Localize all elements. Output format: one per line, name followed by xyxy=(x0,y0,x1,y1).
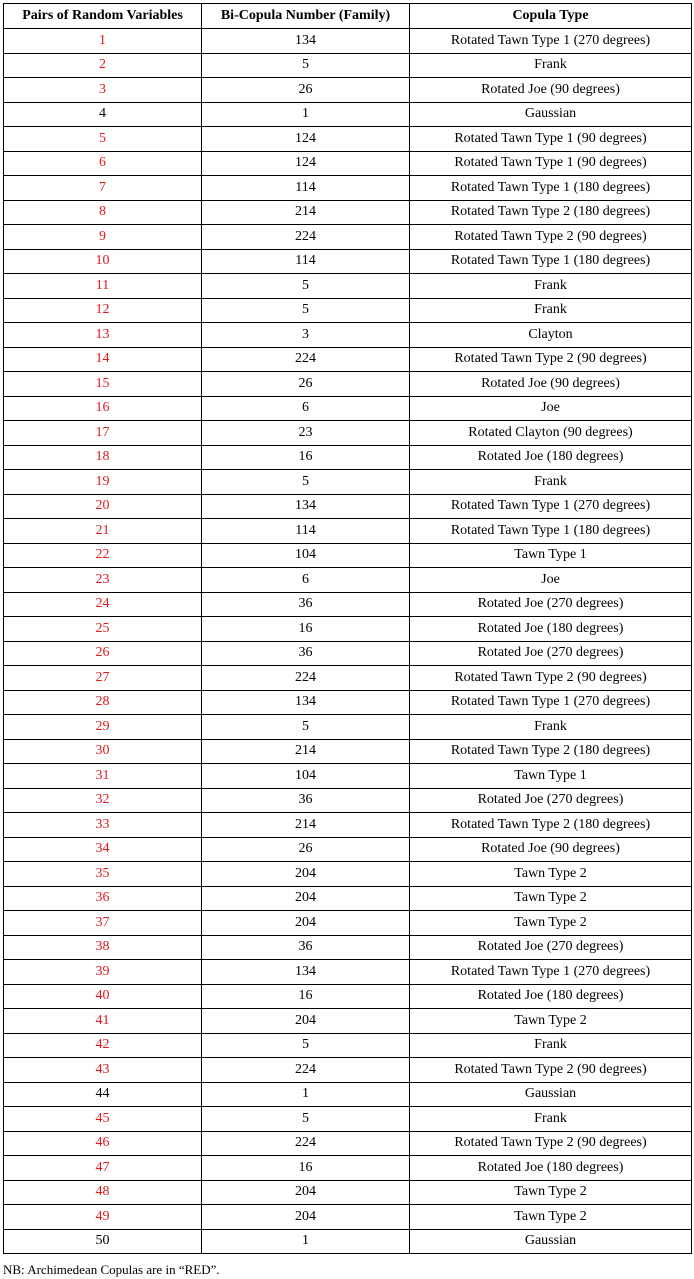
header-copula-type: Copula Type xyxy=(410,4,692,29)
cell-pair: 34 xyxy=(4,837,202,862)
cell-bicopula-number: 16 xyxy=(202,617,410,642)
cell-bicopula-number: 134 xyxy=(202,690,410,715)
cell-pair: 24 xyxy=(4,592,202,617)
table-row xyxy=(4,788,692,813)
cell-pair: 13 xyxy=(4,323,202,348)
cell-copula-type: Rotated Joe (270 degrees) xyxy=(410,788,692,813)
cell-bicopula-number: 36 xyxy=(202,592,410,617)
footnote: NB: Archimedean Copulas are in “RED”. xyxy=(3,1262,220,1277)
table-row xyxy=(4,347,692,372)
table-row xyxy=(4,127,692,152)
cell-pair: 47 xyxy=(4,1156,202,1181)
cell-pair: 38 xyxy=(4,935,202,960)
cell-bicopula-number: 26 xyxy=(202,837,410,862)
cell-bicopula-number: 36 xyxy=(202,788,410,813)
cell-bicopula-number: 104 xyxy=(202,543,410,568)
cell-bicopula-number: 5 xyxy=(202,1033,410,1058)
table-row xyxy=(4,1131,692,1156)
cell-bicopula-number: 204 xyxy=(202,1180,410,1205)
table-row xyxy=(4,29,692,54)
cell-pair: 48 xyxy=(4,1180,202,1205)
cell-copula-type: Rotated Joe (90 degrees) xyxy=(410,372,692,397)
cell-pair: 4 xyxy=(4,102,202,127)
cell-pair: 41 xyxy=(4,1009,202,1034)
cell-bicopula-number: 214 xyxy=(202,813,410,838)
cell-bicopula-number: 124 xyxy=(202,151,410,176)
cell-bicopula-number: 1 xyxy=(202,102,410,127)
cell-pair: 28 xyxy=(4,690,202,715)
cell-pair: 15 xyxy=(4,372,202,397)
cell-pair: 49 xyxy=(4,1205,202,1230)
cell-copula-type: Rotated Joe (270 degrees) xyxy=(410,592,692,617)
copula-table-container xyxy=(3,3,692,1254)
cell-bicopula-number: 204 xyxy=(202,1009,410,1034)
cell-copula-type: Rotated Tawn Type 1 (180 degrees) xyxy=(410,176,692,201)
cell-bicopula-number: 1 xyxy=(202,1229,410,1254)
cell-copula-type: Gaussian xyxy=(410,102,692,127)
cell-pair: 27 xyxy=(4,666,202,691)
cell-copula-type: Tawn Type 2 xyxy=(410,1205,692,1230)
cell-bicopula-number: 5 xyxy=(202,274,410,299)
table-row xyxy=(4,298,692,323)
cell-copula-type: Joe xyxy=(410,396,692,421)
table-row xyxy=(4,739,692,764)
table-row xyxy=(4,274,692,299)
cell-pair: 19 xyxy=(4,470,202,495)
cell-bicopula-number: 124 xyxy=(202,127,410,152)
cell-pair: 10 xyxy=(4,249,202,274)
table-row xyxy=(4,543,692,568)
table-row xyxy=(4,592,692,617)
cell-bicopula-number: 5 xyxy=(202,53,410,78)
cell-pair: 1 xyxy=(4,29,202,54)
cell-copula-type: Rotated Tawn Type 2 (90 degrees) xyxy=(410,666,692,691)
cell-bicopula-number: 104 xyxy=(202,764,410,789)
table-row xyxy=(4,78,692,103)
cell-copula-type: Frank xyxy=(410,715,692,740)
table-row xyxy=(4,372,692,397)
table-row xyxy=(4,862,692,887)
cell-bicopula-number: 1 xyxy=(202,1082,410,1107)
cell-bicopula-number: 224 xyxy=(202,1131,410,1156)
cell-bicopula-number: 134 xyxy=(202,494,410,519)
table-row xyxy=(4,470,692,495)
cell-copula-type: Joe xyxy=(410,568,692,593)
cell-pair: 25 xyxy=(4,617,202,642)
table-row xyxy=(4,715,692,740)
table-row xyxy=(4,984,692,1009)
cell-copula-type: Tawn Type 2 xyxy=(410,1009,692,1034)
cell-pair: 37 xyxy=(4,911,202,936)
cell-bicopula-number: 224 xyxy=(202,225,410,250)
cell-copula-type: Frank xyxy=(410,1033,692,1058)
cell-bicopula-number: 204 xyxy=(202,1205,410,1230)
cell-copula-type: Rotated Joe (90 degrees) xyxy=(410,837,692,862)
cell-pair: 39 xyxy=(4,960,202,985)
cell-pair: 23 xyxy=(4,568,202,593)
cell-pair: 31 xyxy=(4,764,202,789)
cell-bicopula-number: 5 xyxy=(202,470,410,495)
cell-bicopula-number: 204 xyxy=(202,862,410,887)
cell-copula-type: Rotated Joe (180 degrees) xyxy=(410,445,692,470)
cell-pair: 32 xyxy=(4,788,202,813)
cell-bicopula-number: 36 xyxy=(202,641,410,666)
cell-copula-type: Rotated Tawn Type 1 (270 degrees) xyxy=(410,960,692,985)
cell-pair: 22 xyxy=(4,543,202,568)
cell-pair: 8 xyxy=(4,200,202,225)
cell-pair: 44 xyxy=(4,1082,202,1107)
cell-bicopula-number: 134 xyxy=(202,29,410,54)
table-row xyxy=(4,617,692,642)
cell-pair: 3 xyxy=(4,78,202,103)
cell-copula-type: Rotated Tawn Type 2 (180 degrees) xyxy=(410,813,692,838)
table-header-row xyxy=(4,4,692,29)
table-row xyxy=(4,1205,692,1230)
cell-copula-type: Rotated Tawn Type 2 (90 degrees) xyxy=(410,1131,692,1156)
cell-bicopula-number: 204 xyxy=(202,911,410,936)
table-row xyxy=(4,494,692,519)
cell-pair: 36 xyxy=(4,886,202,911)
cell-bicopula-number: 5 xyxy=(202,298,410,323)
cell-pair: 6 xyxy=(4,151,202,176)
cell-pair: 20 xyxy=(4,494,202,519)
table-row xyxy=(4,421,692,446)
cell-bicopula-number: 16 xyxy=(202,1156,410,1181)
table-row xyxy=(4,1156,692,1181)
cell-copula-type: Rotated Tawn Type 2 (90 degrees) xyxy=(410,1058,692,1083)
cell-bicopula-number: 5 xyxy=(202,1107,410,1132)
table-row xyxy=(4,1107,692,1132)
cell-copula-type: Clayton xyxy=(410,323,692,348)
cell-bicopula-number: 23 xyxy=(202,421,410,446)
cell-bicopula-number: 204 xyxy=(202,886,410,911)
table-row xyxy=(4,53,692,78)
cell-copula-type: Rotated Tawn Type 2 (180 degrees) xyxy=(410,739,692,764)
table-row xyxy=(4,911,692,936)
cell-pair: 11 xyxy=(4,274,202,299)
cell-copula-type: Frank xyxy=(410,274,692,299)
cell-bicopula-number: 224 xyxy=(202,1058,410,1083)
cell-copula-type: Rotated Joe (180 degrees) xyxy=(410,984,692,1009)
cell-pair: 43 xyxy=(4,1058,202,1083)
cell-bicopula-number: 6 xyxy=(202,396,410,421)
table-row xyxy=(4,445,692,470)
table-row xyxy=(4,886,692,911)
cell-copula-type: Rotated Joe (270 degrees) xyxy=(410,641,692,666)
table-row xyxy=(4,519,692,544)
table-row xyxy=(4,568,692,593)
cell-pair: 33 xyxy=(4,813,202,838)
cell-bicopula-number: 36 xyxy=(202,935,410,960)
cell-copula-type: Frank xyxy=(410,470,692,495)
cell-pair: 12 xyxy=(4,298,202,323)
cell-copula-type: Rotated Joe (180 degrees) xyxy=(410,617,692,642)
cell-bicopula-number: 224 xyxy=(202,666,410,691)
cell-bicopula-number: 114 xyxy=(202,519,410,544)
table-row xyxy=(4,960,692,985)
cell-pair: 26 xyxy=(4,641,202,666)
table-body xyxy=(4,29,692,1254)
cell-pair: 40 xyxy=(4,984,202,1009)
table-row xyxy=(4,641,692,666)
table-row xyxy=(4,690,692,715)
cell-copula-type: Rotated Tawn Type 2 (90 degrees) xyxy=(410,225,692,250)
cell-bicopula-number: 6 xyxy=(202,568,410,593)
table-row xyxy=(4,935,692,960)
cell-copula-type: Rotated Joe (90 degrees) xyxy=(410,78,692,103)
cell-copula-type: Tawn Type 2 xyxy=(410,1180,692,1205)
cell-copula-type: Frank xyxy=(410,1107,692,1132)
cell-bicopula-number: 114 xyxy=(202,249,410,274)
cell-bicopula-number: 16 xyxy=(202,984,410,1009)
table-row xyxy=(4,396,692,421)
table-row xyxy=(4,1180,692,1205)
cell-bicopula-number: 26 xyxy=(202,78,410,103)
cell-copula-type: Rotated Tawn Type 1 (270 degrees) xyxy=(410,494,692,519)
table-row xyxy=(4,837,692,862)
cell-bicopula-number: 5 xyxy=(202,715,410,740)
table-row xyxy=(4,102,692,127)
cell-pair: 16 xyxy=(4,396,202,421)
cell-pair: 46 xyxy=(4,1131,202,1156)
table-row xyxy=(4,1009,692,1034)
cell-copula-type: Gaussian xyxy=(410,1082,692,1107)
table-row xyxy=(4,249,692,274)
table-row xyxy=(4,1082,692,1107)
header-bicopula-number: Bi-Copula Number (Family) xyxy=(202,4,410,29)
cell-bicopula-number: 16 xyxy=(202,445,410,470)
cell-copula-type: Tawn Type 2 xyxy=(410,886,692,911)
cell-bicopula-number: 214 xyxy=(202,739,410,764)
cell-pair: 30 xyxy=(4,739,202,764)
cell-bicopula-number: 114 xyxy=(202,176,410,201)
table-row xyxy=(4,323,692,348)
cell-pair: 5 xyxy=(4,127,202,152)
cell-bicopula-number: 26 xyxy=(202,372,410,397)
cell-bicopula-number: 214 xyxy=(202,200,410,225)
cell-pair: 17 xyxy=(4,421,202,446)
cell-copula-type: Tawn Type 1 xyxy=(410,543,692,568)
table-row xyxy=(4,225,692,250)
cell-pair: 9 xyxy=(4,225,202,250)
cell-copula-type: Rotated Tawn Type 1 (270 degrees) xyxy=(410,690,692,715)
table-row xyxy=(4,813,692,838)
cell-copula-type: Rotated Tawn Type 1 (90 degrees) xyxy=(410,127,692,152)
table-row xyxy=(4,1033,692,1058)
cell-copula-type: Rotated Tawn Type 2 (90 degrees) xyxy=(410,347,692,372)
cell-copula-type: Rotated Tawn Type 1 (270 degrees) xyxy=(410,29,692,54)
copula-table xyxy=(3,3,692,1254)
header-pairs: Pairs of Random Variables xyxy=(4,4,202,29)
cell-copula-type: Frank xyxy=(410,298,692,323)
cell-copula-type: Frank xyxy=(410,53,692,78)
cell-copula-type: Rotated Tawn Type 1 (180 degrees) xyxy=(410,249,692,274)
cell-pair: 21 xyxy=(4,519,202,544)
cell-bicopula-number: 3 xyxy=(202,323,410,348)
cell-pair: 50 xyxy=(4,1229,202,1254)
cell-bicopula-number: 224 xyxy=(202,347,410,372)
cell-copula-type: Tawn Type 2 xyxy=(410,911,692,936)
cell-pair: 18 xyxy=(4,445,202,470)
cell-copula-type: Rotated Tawn Type 1 (180 degrees) xyxy=(410,519,692,544)
cell-pair: 14 xyxy=(4,347,202,372)
cell-copula-type: Gaussian xyxy=(410,1229,692,1254)
cell-copula-type: Rotated Joe (270 degrees) xyxy=(410,935,692,960)
cell-pair: 45 xyxy=(4,1107,202,1132)
table-row xyxy=(4,666,692,691)
cell-pair: 35 xyxy=(4,862,202,887)
table-row xyxy=(4,151,692,176)
cell-copula-type: Tawn Type 2 xyxy=(410,862,692,887)
table-row xyxy=(4,200,692,225)
table-row xyxy=(4,764,692,789)
cell-pair: 2 xyxy=(4,53,202,78)
table-row xyxy=(4,176,692,201)
cell-copula-type: Rotated Tawn Type 2 (180 degrees) xyxy=(410,200,692,225)
cell-pair: 42 xyxy=(4,1033,202,1058)
cell-copula-type: Tawn Type 1 xyxy=(410,764,692,789)
cell-pair: 7 xyxy=(4,176,202,201)
cell-bicopula-number: 134 xyxy=(202,960,410,985)
cell-copula-type: Rotated Clayton (90 degrees) xyxy=(410,421,692,446)
cell-copula-type: Rotated Tawn Type 1 (90 degrees) xyxy=(410,151,692,176)
table-row xyxy=(4,1058,692,1083)
cell-pair: 29 xyxy=(4,715,202,740)
table-row xyxy=(4,1229,692,1254)
cell-copula-type: Rotated Joe (180 degrees) xyxy=(410,1156,692,1181)
